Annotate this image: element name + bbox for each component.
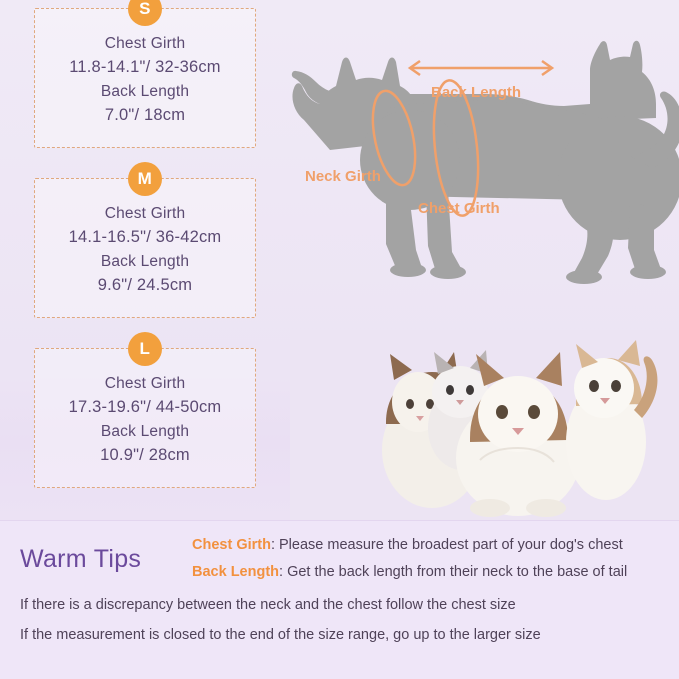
- tip-chest-girth-key: Chest Girth: [192, 537, 271, 553]
- tip-note-2: If the measurement is closed to the end of the size range, go up to the larger size: [20, 627, 541, 643]
- chest-girth-value: 14.1-16.5"/ 36-42cm: [68, 228, 222, 246]
- diagram-back-length-label: Back Length: [431, 84, 522, 101]
- chest-girth-value: 17.3-19.6"/ 44-50cm: [68, 398, 222, 416]
- size-badge-m: M: [128, 162, 162, 196]
- back-length-arrow-icon: [410, 61, 552, 75]
- back-length-value: 9.6"/ 24.5cm: [97, 276, 193, 294]
- back-length-value: 10.9"/ 28cm: [100, 446, 190, 464]
- size-card-l: [34, 339, 256, 488]
- back-length-label: Back Length: [100, 423, 190, 440]
- size-badge-l: L: [128, 332, 162, 366]
- chest-girth-value: 11.8-14.1"/ 32-36cm: [69, 58, 221, 76]
- back-length-value: 7.0"/ 18cm: [104, 106, 186, 124]
- back-length-label: Back Length: [100, 253, 190, 270]
- chest-girth-label: Chest Girth: [104, 375, 186, 392]
- size-card-s: [34, 0, 256, 148]
- tip-back-length: [192, 564, 659, 580]
- tip-back-length-text: : Get the back length from their neck to the base of tail: [279, 564, 628, 580]
- kittens-photo: [290, 330, 679, 520]
- size-cards-column: [0, 0, 290, 518]
- warm-tips-section: [0, 520, 679, 679]
- chest-girth-label: Chest Girth: [104, 205, 186, 222]
- chest-girth-label: Chest Girth: [104, 35, 186, 52]
- warm-tips-title: Warm Tips: [20, 545, 142, 573]
- cat-silhouette-icon: [290, 0, 679, 330]
- diagram-neck-girth-label: Neck Girth: [305, 168, 381, 185]
- size-card-m: [34, 169, 256, 318]
- back-length-label: Back Length: [100, 83, 190, 100]
- size-badge-s: S: [128, 0, 162, 26]
- tip-chest-girth-text: : Please measure the broadest part of your dog's chest: [270, 537, 623, 553]
- tip-chest-girth: [192, 537, 659, 553]
- tip-note-1: If there is a discrepancy between the neck and the chest follow the chest size: [20, 597, 516, 613]
- diagram-chest-girth-label: Chest Girth: [418, 200, 500, 217]
- cat-measurement-diagram: [290, 0, 679, 330]
- kittens-photo-illustration: [290, 330, 679, 520]
- tip-back-length-key: Back Length: [192, 564, 280, 580]
